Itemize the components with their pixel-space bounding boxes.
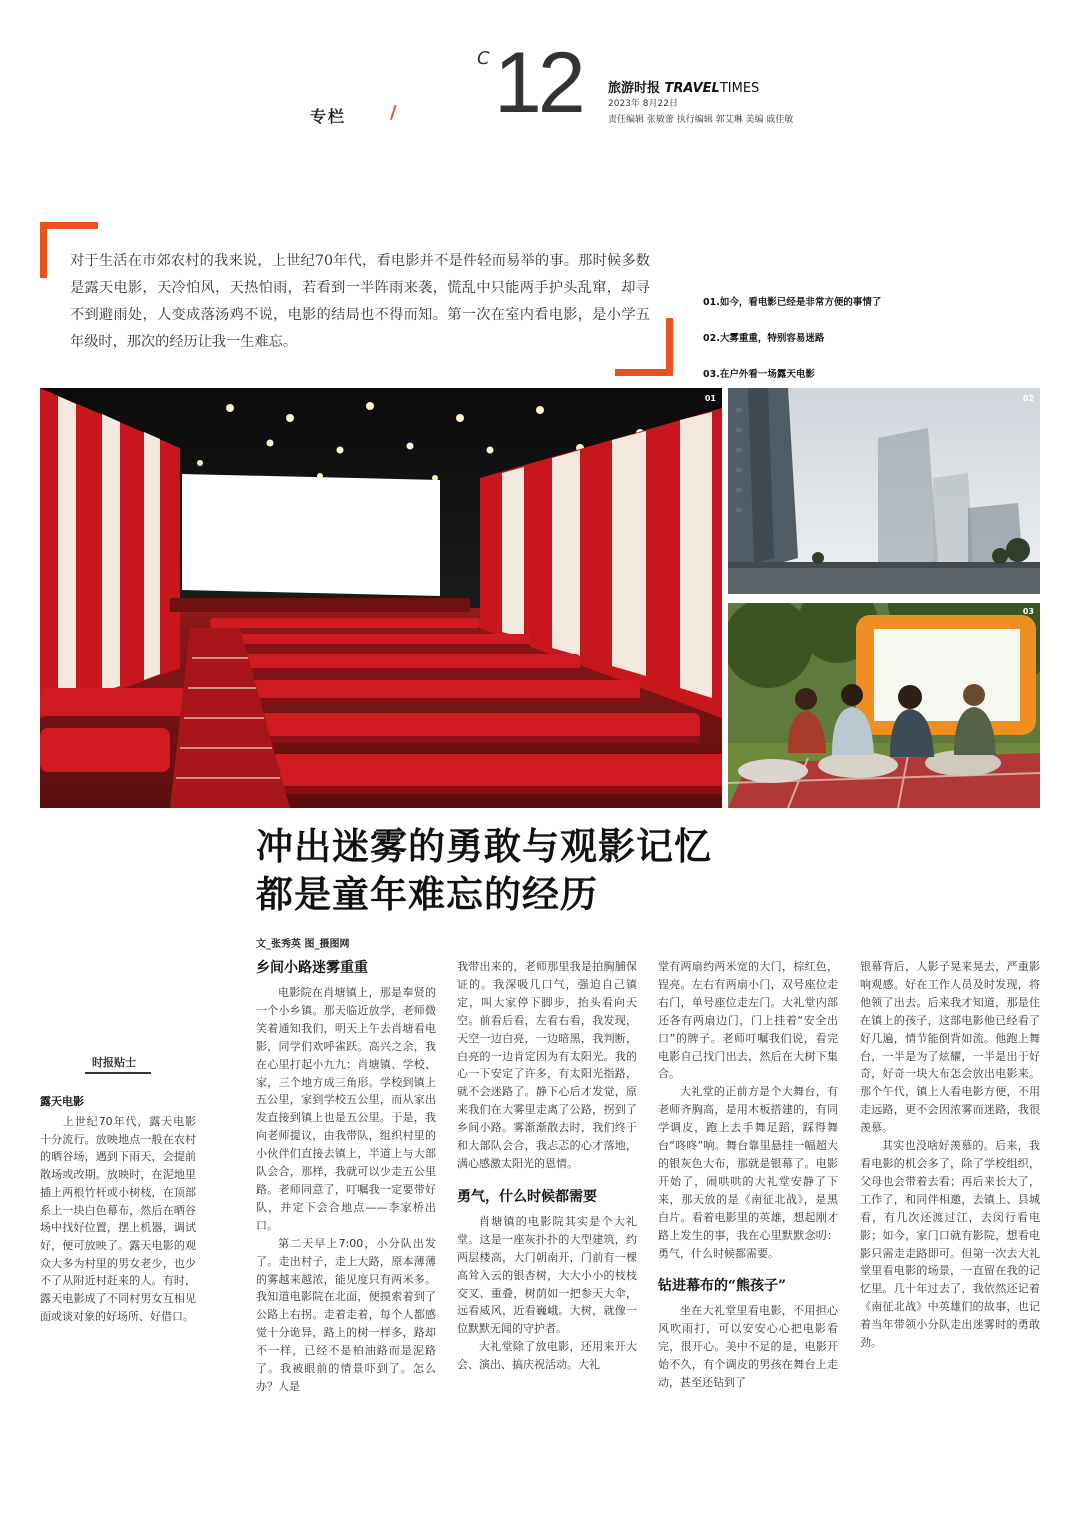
sidebar-body: 上世纪70年代，露天电影十分流行。放映地点一般在农村的晒谷场，遇到下雨天，会提前散场或改期。放映时，在泥地里插上两根竹杆或小树枝，在顶部系上一块白色幕布，然后在晒谷场中找好位置，摆上机器，调试好，便可放映了。露天电影的观众大多为村里的男女老少，也少不了从附近村赶来的人。有时，露天电影成了不同村男女互相见面或谈对象的好场所、好借口。	[40, 1115, 196, 1323]
col1-paragraph-1: 电影院在肖塘镇上，那是奉贤的一个小乡镇。那天临近放学，老师微笑着通知我们，明天上午去肖塘看电影，同学们欢呼雀跃。高兴之余，我在心里打起小九九：肖塘镇、学校、家，三个地方成三角形。学校到镇上五公里，家到学校五公里，而从家出发直接到镇上也是五公里。于是，我向老师提议，由我带队，组织村里的小伙伴们直接去镇上，半道上与大部队会合，那样，我就可以少走五公里路。老师同意了，叮嘱我一定要带好队，并定下会合地点——李家桥出口。	[256, 986, 436, 1232]
col3-paragraph-1: 堂有两扇约两米宽的大门，棕红色，锃亮。左右有两扇小门，双号座位走右门，单号座位走左门。大礼堂内部还各有两扇边门，门上挂着“安全出口”的牌子。老师叮嘱我们说，看完电影自己找门出去，然后在大树下集合。	[658, 960, 838, 1081]
sidebar-title: 时报贴士	[92, 1056, 136, 1069]
article-column-4	[860, 958, 1040, 1352]
sidebar-divider	[85, 1072, 151, 1074]
sidebar-text	[40, 1113, 196, 1325]
outdoor-movie-illustration	[728, 603, 1040, 808]
editors-line: 责任编辑 张敏蕾 执行编辑 郭艾琳 美编 戚佳敏	[608, 115, 794, 125]
sidebar-heading: 露天电影	[40, 1095, 84, 1108]
photo-outdoor-movie	[728, 603, 1040, 808]
col1-paragraph-2: 第二天早上7:00，小分队出发了。走出村子，走上大路，原本薄薄的雾越来越浓，能见度只有两米多。我知道电影院在北面，便摸索着到了公路上右拐。走着走着，每个人都感觉十分诡异，路上的树一样多，路却不一样，已经不是柏油路而是泥路了。我被眼前的情景吓到了。怎么办？人是	[256, 1236, 436, 1393]
article-column-2	[457, 958, 637, 1374]
paper-name-en-rest: TIMES	[719, 81, 760, 96]
slash-mark: /	[390, 102, 397, 123]
caption-02: 02.大雾重重，特别容易迷路	[703, 333, 825, 344]
subheading-1: 乡间小路迷雾重重	[256, 960, 368, 976]
section-letter: C	[477, 48, 490, 69]
photo-number-02: 02	[1022, 394, 1034, 403]
paper-name	[608, 77, 759, 96]
byline: 文_张秀英 图_摄图网	[256, 939, 350, 950]
column-label: 专栏	[310, 107, 347, 126]
col3-paragraph-2: 大礼堂的正前方是个大舞台，有老师齐胸高，是用木板搭建的，有同学调皮，跑上去手舞足蹈，踩得舞台“咚咚”响。舞台靠里悬挂一幅超大的银灰色大布，那就是银幕了。电影开始了，闹哄哄的大礼堂安静了下来，那天放的是《南征北战》，是黑白片。看着电影里的英雄，想起刚才路上发生的事，我在心里默默念叨：勇气，什么时候都需要。	[658, 1085, 838, 1260]
bracket-bottom-right-h	[615, 369, 673, 376]
photo-fog-city	[728, 388, 1040, 594]
bracket-top-left-h	[40, 222, 98, 229]
bracket-top-left-v	[40, 222, 47, 278]
paper-name-en-bold: TRAVEL	[664, 81, 720, 96]
article-column-3	[658, 958, 838, 1392]
col2-paragraph-3: 大礼堂除了放电影，还用来开大会、演出、搞庆祝活动。大礼	[457, 1340, 637, 1372]
caption-03: 03.在户外看一场露天电影	[703, 369, 815, 380]
headline-line-1: 冲出迷雾的勇敢与观影记忆	[256, 824, 712, 868]
caption-01: 01.如今，看电影已经是非常方便的事情了	[703, 297, 882, 308]
col2-paragraph-2: 肖塘镇的电影院其实是个大礼堂。这是一座灰扑扑的大型建筑，约两层楼高，大门朝南开，门前有一棵高耸入云的银杏树，大大小小的枝枝交叉、重叠，树荫如一把参天大伞，远看威风，近看巍峨。大树，就像一位默默无闻的守护者。	[457, 1214, 637, 1336]
cinema-illustration	[40, 388, 722, 808]
photo-cinema	[40, 388, 722, 808]
fog-illustration	[728, 388, 1040, 594]
bracket-bottom-right-v	[666, 318, 673, 376]
col4-paragraph-1: 银幕背后，人影子晃来晃去，严重影响观感。好在工作人员及时发现，将他领了出去。后来我才知道，那是住在镇上的孩子，这部电影他已经看了好几遍，情节能倒背如流。他跑上舞台，一半是为了炫耀，一半是出于好奇，好奇一块大布怎会放出电影来。那个午代，镇上人看电影方便，不用走远路，更不会因浓雾而迷路，我很羡慕。	[860, 960, 1040, 1135]
col4-paragraph-2: 其实也没啥好羡慕的。后来，我看电影的机会多了，除了学校组织，父母也会带着去看；再后来长大了，工作了，和同伴相邀，去镇上、县城看，有几次还渡过江，去闵行看电影；如今，家门口就有影院，想看电影只需走走路即可。但第一次去大礼堂里看电影的场景，一直留在我的记忆里。几十年过去了，我依然还记着《南征北战》中英雄们的故事，也记着当年带领小分队走出迷雾时的勇敢劲。	[860, 1139, 1040, 1350]
photo-number-03: 03	[1022, 607, 1034, 616]
page-number: 12	[494, 35, 582, 131]
article-column-1	[256, 958, 436, 1396]
paper-name-cn: 旅游时报	[608, 81, 661, 96]
subheading-2: 勇气，什么时候都需要	[457, 1188, 597, 1205]
col3-paragraph-3: 坐在大礼堂里看电影，不用担心风吹雨打，可以安安心心把电影看完，很开心。美中不足的是，电影开始不久，有个调皮的男孩在舞台上走动，甚至还钻到了	[658, 1304, 838, 1390]
photo-number-01: 01	[704, 394, 716, 403]
intro-text: 对于生活在市郊农村的我来说，上世纪70年代，看电影并不是件轻而易举的事。那时候多数是露天电影，天冷怕风，天热怕雨，若看到一半阵雨来袭，慌乱中只能两手护头乱窜，却寻不到避雨处，人变成落汤鸡不说，电影的结局也不得而知。第一次在室内看电影，是小学五年级时，那次的经历让我一生难忘。	[70, 253, 650, 350]
subheading-3: 钻进幕布的“熊孩子”	[658, 1278, 787, 1295]
col2-paragraph-1: 我带出来的，老师那里我是拍胸脯保证的。我深吸几口气，强迫自己镇定，叫大家停下脚步，抬头看向天空。前看后看，左看右看，我发现，天空一边白亮，一边暗黑，我判断，白亮的一边肯定因为有太阳光。我的心一下安定了许多，有太阳光指路，就不会迷路了。静下心后才发觉，原来我们在大雾里走离了公路，拐到了乡间小路。雾渐渐散去时，我们终于和大部队会合，我忐忑的心才落地，满心感激太阳光的恩情。	[457, 960, 637, 1170]
headline-line-2: 都是童年难忘的经历	[256, 872, 598, 916]
photo-captions	[703, 294, 881, 402]
headline	[256, 822, 712, 918]
issue-date: 2023年 8月22日	[608, 99, 678, 109]
